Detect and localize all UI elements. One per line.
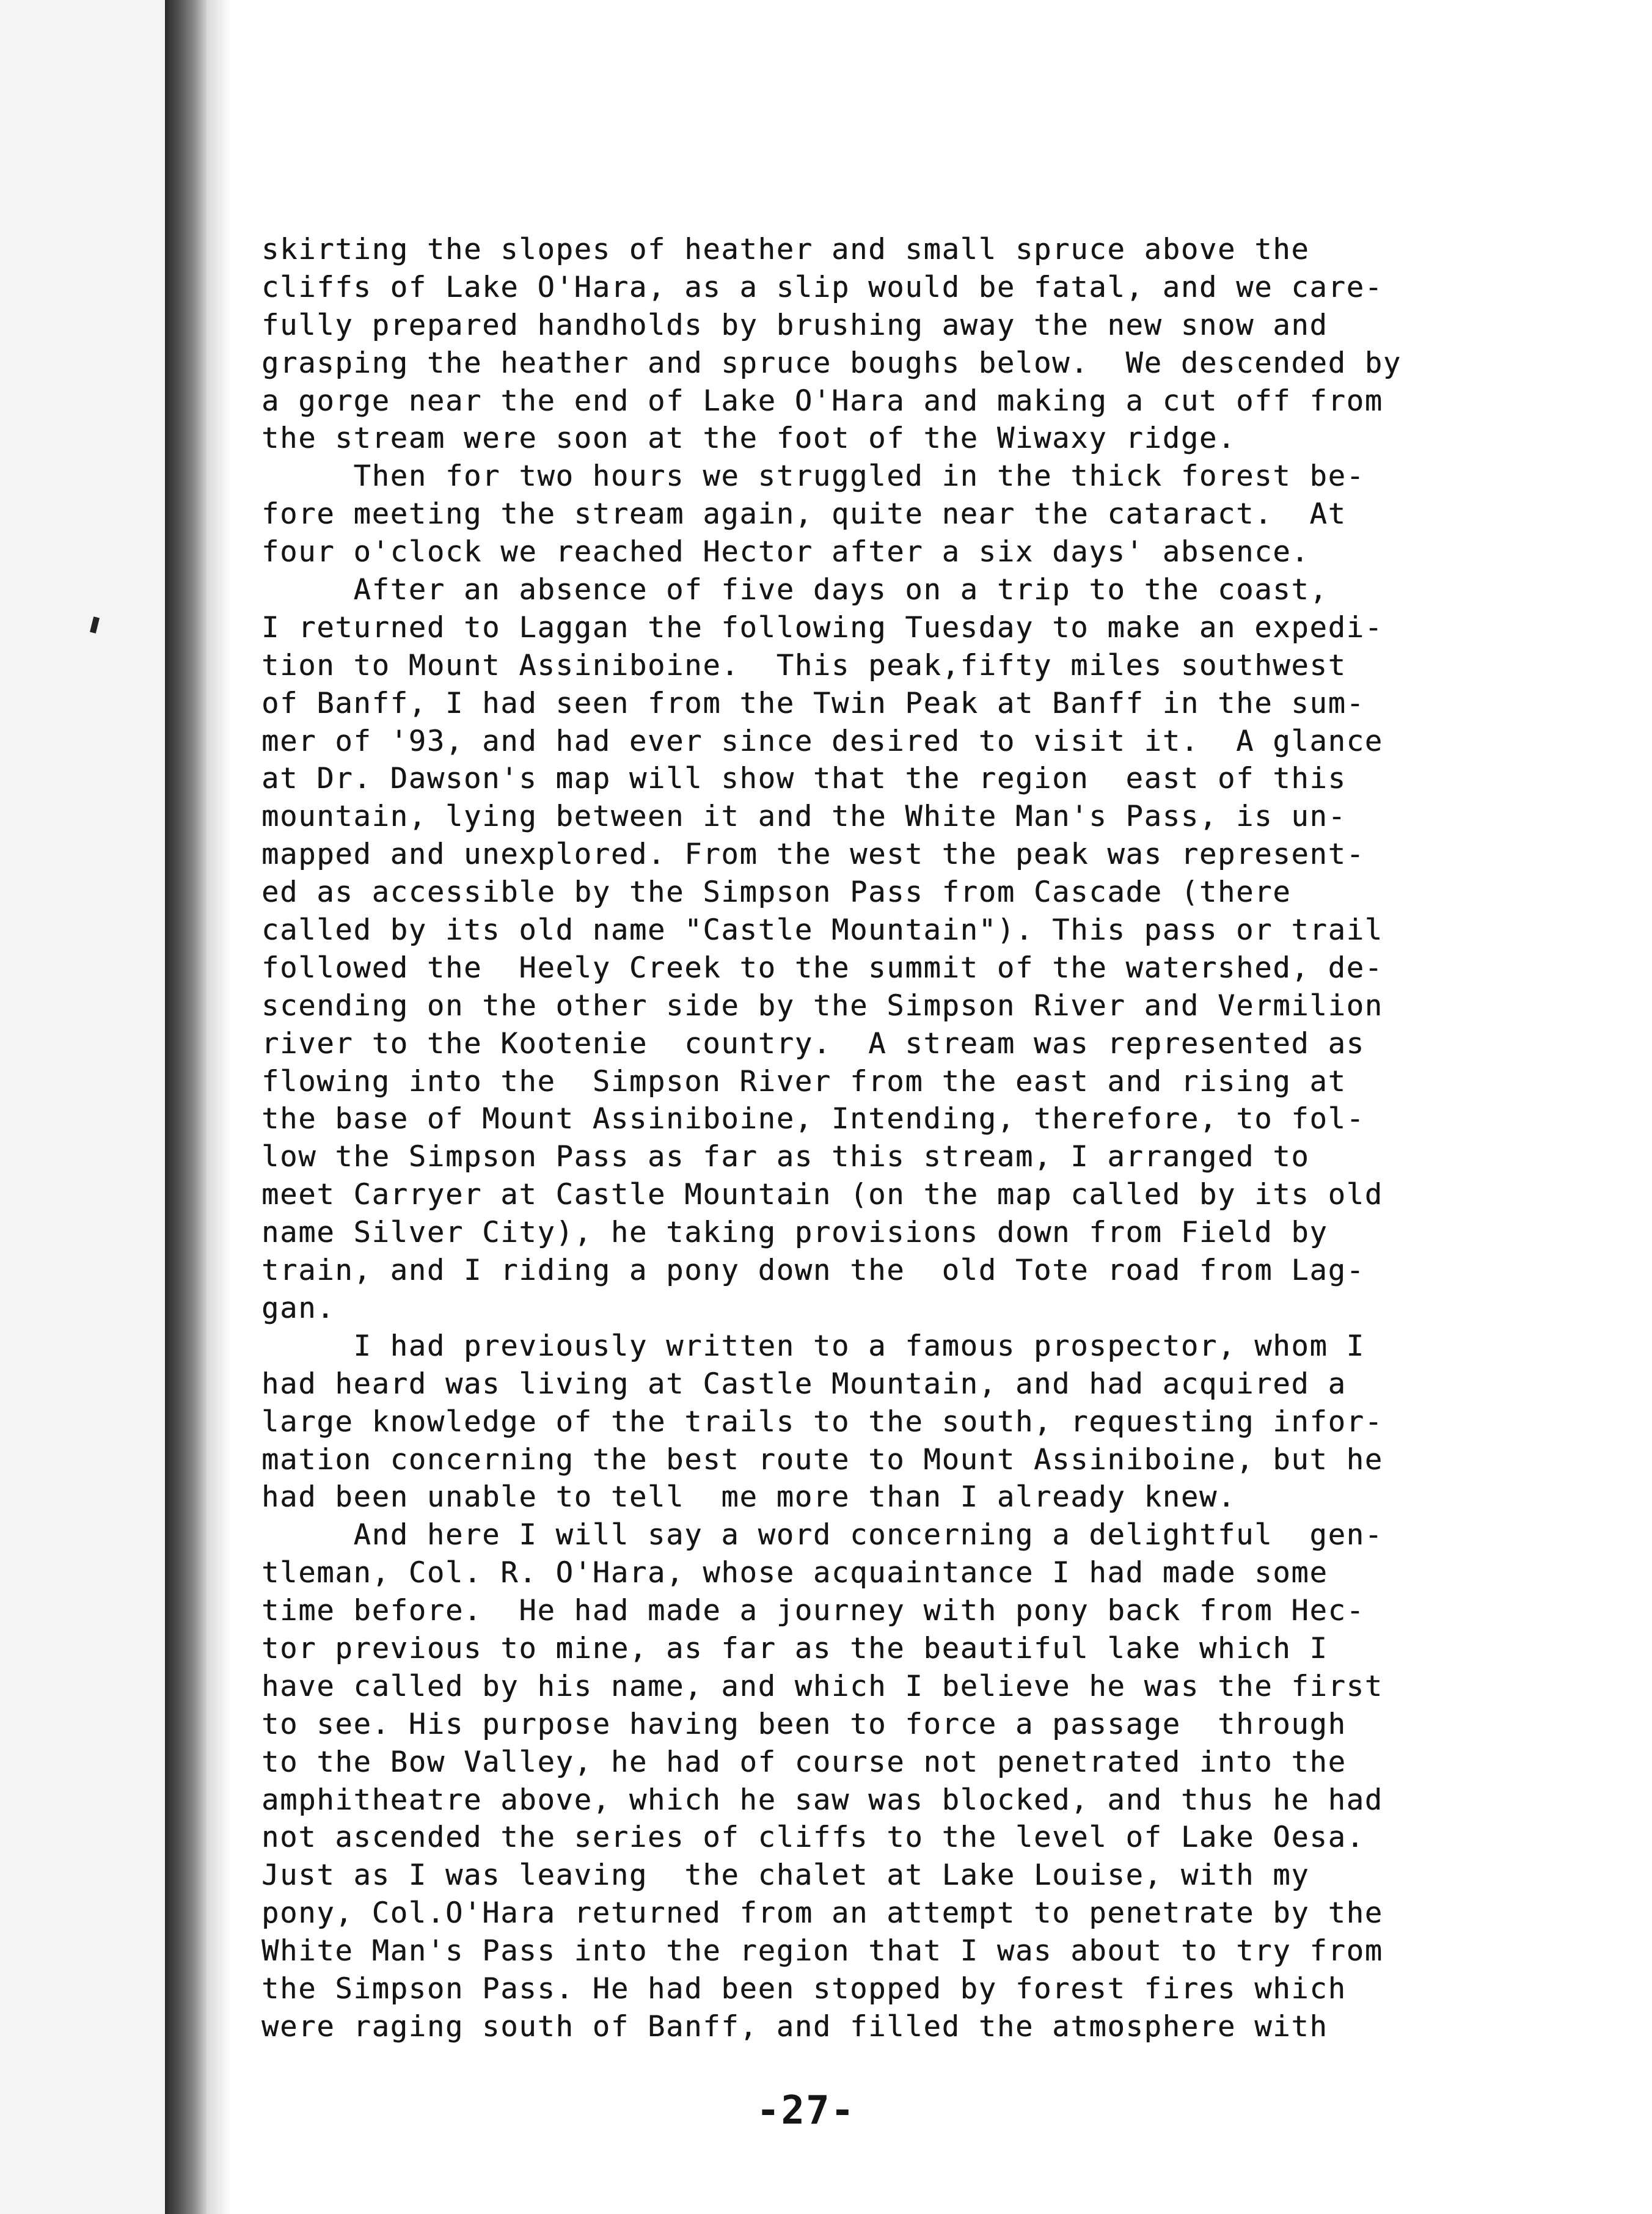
text-line: mountain, lying between it and the White Man's Pass, is un-	[261, 800, 1347, 834]
text-line: the Simpson Pass. He had been stopped by forest fires which	[261, 1971, 1347, 2006]
text-line: And here I will say a word concerning a delightful gen-	[261, 1518, 1383, 1552]
text-line: called by its old name "Castle Mountain"). This pass or trail	[261, 913, 1383, 948]
text-line: the stream were soon at the foot of the Wiwaxy ridge.	[261, 422, 1237, 456]
text-line: followed the Heely Creek to the summit of the watershed, de-	[261, 951, 1383, 985]
text-line: skirting the slopes of heather and small spruce above the	[261, 233, 1310, 266]
scan-margin	[0, 0, 165, 2214]
text-line: fore meeting the stream again, quite near the cataract. At	[261, 497, 1347, 532]
text-line: cliffs of Lake O'Hara, as a slip would be fatal, and we care-	[261, 270, 1383, 304]
text-line: to the Bow Valley, he had of course not penetrated into the	[261, 1745, 1347, 1779]
text-line: fully prepared handholds by brushing away the new snow and	[261, 308, 1328, 342]
text-line: a gorge near the end of Lake O'Hara and making a cut off from	[261, 384, 1383, 418]
text-line: river to the Kootenie country. A stream was represented as	[261, 1026, 1365, 1061]
text-line: tor previous to mine, as far as the beautiful lake which I	[261, 1631, 1328, 1665]
text-line: Then for two hours we struggled in the thick forest be-	[261, 459, 1365, 494]
text-line: gan.	[261, 1291, 335, 1325]
text-line: to see. His purpose having been to force a passage through	[261, 1707, 1347, 1741]
text-line: scending on the other side by the Simpson River and Vermilion	[261, 988, 1383, 1023]
text-line: large knowledge of the trails to the south, requesting infor-	[261, 1405, 1383, 1439]
text-line: had been unable to tell me more than I already knew.	[261, 1480, 1237, 1514]
binding-shadow	[206, 0, 231, 2214]
binding-edge	[165, 0, 206, 2214]
text-line: the base of Mount Assiniboine, Intending, therefore, to fol-	[261, 1102, 1365, 1136]
text-line: were raging south of Banff, and filled the atmosphere with	[261, 2009, 1328, 2044]
text-line: I had previously written to a famous prospector, whom I	[261, 1329, 1365, 1363]
text-line: not ascended the series of cliffs to the level of Lake Oesa.	[261, 1821, 1365, 1855]
text-line: mation concerning the best route to Mount Assiniboine, but he	[261, 1442, 1383, 1477]
text-line: meet Carryer at Castle Mountain (on the map called by its old	[261, 1178, 1383, 1212]
text-line: low the Simpson Pass as far as this stream, I arranged to	[261, 1140, 1310, 1174]
text-line: at Dr. Dawson's map will show that the region east of this	[261, 762, 1347, 796]
text-line: four o'clock we reached Hector after a six days' absence.	[261, 535, 1310, 569]
text-line: had heard was living at Castle Mountain, and had acquired a	[261, 1367, 1347, 1401]
text-line: tleman, Col. R. O'Hara, whose acquaintance I had made some	[261, 1556, 1328, 1590]
text-line: pony, Col.O'Hara returned from an attempt to penetrate by the	[261, 1896, 1383, 1931]
text-line: time before. He had made a journey with pony back from Hec-	[261, 1594, 1365, 1628]
text-line: of Banff, I had seen from the Twin Peak at Banff in the sum-	[261, 686, 1365, 720]
text-line: mer of '93, and had ever since desired to visit it. A glance	[261, 724, 1383, 758]
text-line: grasping the heather and spruce boughs below. We descended by	[261, 346, 1402, 380]
typed-text-body	[261, 231, 1520, 2046]
text-line: I returned to Laggan the following Tuesday to make an expedi-	[261, 610, 1383, 645]
text-line: After an absence of five days on a trip to the coast,	[261, 573, 1328, 607]
text-line: White Man's Pass into the region that I was about to try from	[261, 1934, 1383, 1968]
text-line: name Silver City), he taking provisions down from Field by	[261, 1216, 1328, 1250]
text-line: train, and I riding a pony down the old Tote road from Lag-	[261, 1254, 1365, 1288]
page-number: -27-	[756, 2088, 856, 2133]
text-line: amphitheatre above, which he saw was blocked, and thus he had	[261, 1783, 1383, 1817]
text-line: mapped and unexplored. From the west the peak was represent-	[261, 838, 1365, 872]
text-line: flowing into the Simpson River from the east and rising at	[261, 1064, 1347, 1098]
text-line: Just as I was leaving the chalet at Lake Louise, with my	[261, 1858, 1310, 1893]
text-line: tion to Mount Assiniboine. This peak,fifty miles southwest	[261, 648, 1347, 682]
text-line: have called by his name, and which I believe he was the first	[261, 1669, 1383, 1703]
text-line: ed as accessible by the Simpson Pass from Cascade (there	[261, 875, 1292, 910]
